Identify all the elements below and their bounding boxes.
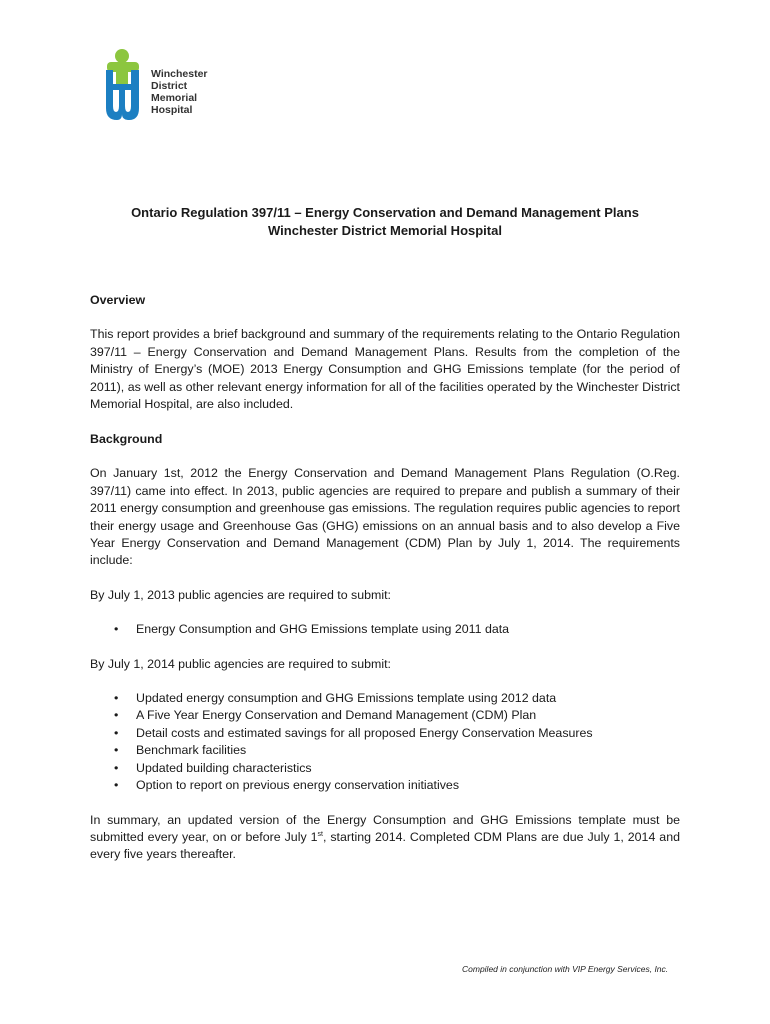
background-heading: Background [90,432,163,446]
hospital-logo-icon [103,48,151,124]
requirements-2013-intro: By July 1, 2013 public agencies are required to submit: [90,587,391,602]
list-item: • Option to report on previous energy conservation initiatives [90,777,680,794]
overview-heading: Overview [90,293,146,307]
hospital-logo [103,48,223,124]
summary-paragraph [90,812,680,864]
requirements-2014-list [90,690,680,794]
list-item: • Updated building characteristics [90,760,680,777]
logo-line-3: Memorial [151,92,198,104]
logo-line-1: Winchester [151,68,208,80]
overview-paragraph: This report provides a brief background and summary of the requirements relating to the Ontario Regulation 397/11 – Energy Conservation and Demand Management Plans. Results from the completion of the Ministry of Energy’s (MOE) 2013 Energy Consumption and GHG Emissions template (for the period of 2011), as well as other relevant energy information for all of the facilities operated by the Winchester District Memorial Hospital, are also included. [90,327,680,412]
summary-text-part-1: In summary, an updated version of the Energy Consumption and GHG Emissions template must be submitted every year, on or before July 1 [90,812,680,844]
list-item: • A Five Year Energy Conservation and Demand Management (CDM) Plan [90,707,680,724]
requirements-2013-list [90,621,680,638]
list-item: • Energy Consumption and GHG Emissions template using 2011 data [90,621,680,638]
background-paragraph: On January 1st, 2012 the Energy Conservation and Demand Management Plans Regulation (O.Reg. 397/11) came into effect. In 2013, public agencies are required to prepare and publish a summary of their 2011 energy consumption and greenhouse gas emissions. The regulation requires public agencies to report their energy usage and Greenhouse Gas (GHG) emissions on an annual basis and to also develop a Five Year Energy Conservation and Demand Management (CDM) Plan by July 1, 2014. The requirements include: [90,466,680,568]
document-title [0,204,770,240]
logo-line-4: Hospital [151,104,193,116]
list-item: • Detail costs and estimated savings for all proposed Energy Conservation Measures [90,725,680,742]
logo-wordmark [151,68,208,116]
footer-note: Compiled in conjunction with VIP Energy Services, Inc. [462,964,669,974]
overview-section [90,292,680,413]
list-item: • Updated energy consumption and GHG Emissions template using 2012 data [90,690,680,707]
list-item: • Benchmark facilities [90,742,680,759]
summary-superscript: st [317,830,323,838]
logo-line-2: District [151,80,188,92]
requirements-2014-intro: By July 1, 2014 public agencies are required to submit: [90,656,391,671]
title-line-1: Ontario Regulation 397/11 – Energy Conservation and Demand Management Plans [131,205,639,220]
background-section [90,431,680,864]
title-line-2: Winchester District Memorial Hospital [268,223,502,238]
summary-text-part-2: , starting 2014. Completed CDM Plans are due July 1, 2014 and every five years thereafter. [90,829,680,862]
